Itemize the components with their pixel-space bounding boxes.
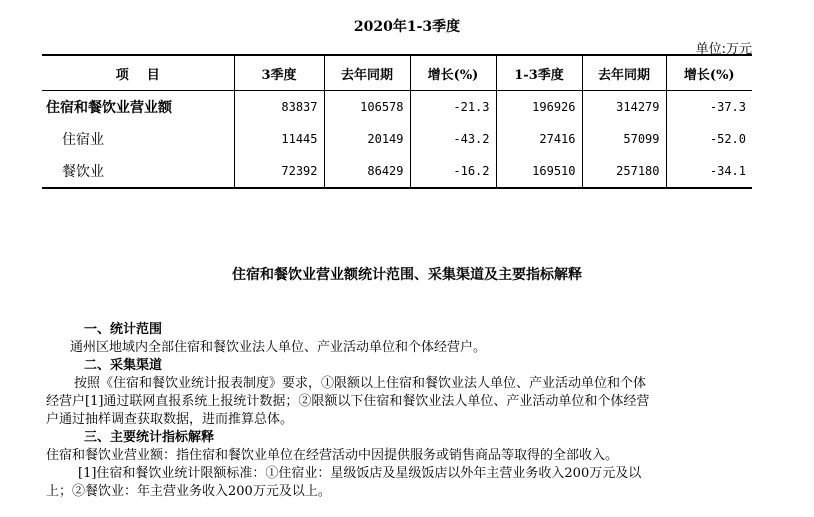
- header-q3-last-year: 去年同期: [324, 55, 410, 91]
- section-heading-indicators: 三、主要统计指标解释: [84, 430, 215, 445]
- row-label: 住宿业: [62, 132, 104, 148]
- cell: -43.2: [410, 123, 496, 155]
- table-row: [42, 91, 752, 124]
- row-label: 餐饮业: [42, 155, 234, 188]
- table-row: [42, 123, 752, 155]
- unit-label: 单位:万元: [695, 42, 752, 57]
- cell: 86429: [324, 155, 410, 188]
- cell: 196926: [496, 91, 582, 124]
- cell: 169510: [496, 155, 582, 188]
- table-header-row: [42, 55, 752, 91]
- header-q3: 3季度: [234, 55, 324, 91]
- report-title: 2020年1-3季度: [353, 19, 461, 35]
- section-heading-scope: 一、统计范围: [84, 322, 163, 337]
- notes-title: 住宿和餐饮业营业额统计范围、采集渠道及主要指标解释: [232, 267, 582, 283]
- header-q3-growth: 增长(%): [410, 55, 496, 91]
- cell: -21.3: [410, 91, 496, 124]
- cell: 257180: [582, 155, 666, 188]
- cell: 11445: [234, 123, 324, 155]
- row-label: 住宿和餐饮业营业额: [46, 100, 172, 116]
- cell: -37.3: [666, 91, 752, 124]
- indicator-definition: 住宿和餐饮业营业额：指住宿和餐饮业单位在经营活动中因提供服务或销售商品等取得的全部收入。: [46, 448, 619, 463]
- stats-table: [42, 54, 752, 189]
- cell: 83837: [234, 91, 324, 124]
- header-q1-3: 1-3季度: [496, 55, 582, 91]
- cell: -34.1: [666, 155, 752, 188]
- section-heading-channels: 二、采集渠道: [84, 358, 163, 373]
- channels-text-2: 经营户[1]通过联网直报系统上报统计数据；②限额以下住宿和餐饮业法人单位、产业活动单位和个体经营: [46, 394, 650, 409]
- footnote-text-1: [1]住宿和餐饮业统计限额标准：①住宿业：星级饭店及星级饭店以外年主营业务收入200万元及以: [78, 466, 642, 481]
- cell: 314279: [582, 91, 666, 124]
- cell: 106578: [324, 91, 410, 124]
- header-q1-3-growth: 增长(%): [666, 55, 752, 91]
- cell: 72392: [234, 155, 324, 188]
- table-row: [42, 155, 752, 188]
- cell: -52.0: [666, 123, 752, 155]
- channels-text-1: 按照《住宿和餐饮业统计报表制度》要求，①限额以上住宿和餐饮业法人单位、产业活动单位和个体: [74, 376, 647, 391]
- cell: 27416: [496, 123, 582, 155]
- header-item: 项 目: [42, 55, 234, 91]
- scope-text: 通州区地域内全部住宿和餐饮业法人单位、产业活动单位和个体经营户。: [70, 340, 487, 355]
- footnote-text-2: 上；②餐饮业：年主营业务收入200万元及以上。: [46, 484, 331, 499]
- channels-text-3: 户通过抽样调查获取数据，进而推算总体。: [46, 412, 294, 427]
- cell: -16.2: [410, 155, 496, 188]
- header-q1-3-last-year: 去年同期: [582, 55, 666, 91]
- cell: 57099: [582, 123, 666, 155]
- cell: 20149: [324, 123, 410, 155]
